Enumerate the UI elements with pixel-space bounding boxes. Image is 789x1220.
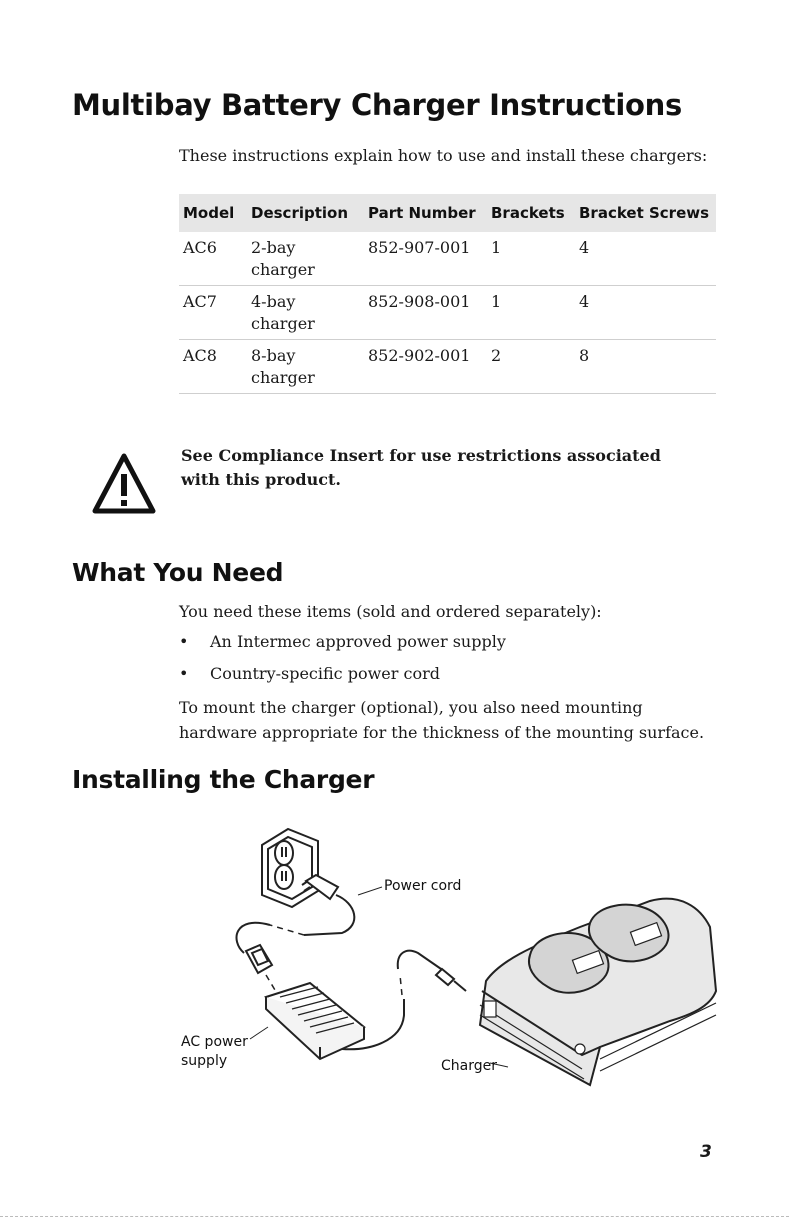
table-header-row xyxy=(179,194,716,232)
header-model: Model xyxy=(179,194,247,232)
page-title: Multibay Battery Charger Instructions xyxy=(72,88,682,122)
cell-description: 8-bay charger xyxy=(247,340,364,394)
warning-icon xyxy=(92,452,156,516)
charger-icon xyxy=(480,899,716,1085)
cell-description: 4-bay charger xyxy=(247,286,364,340)
table-row xyxy=(179,232,716,286)
ac-power-supply-icon xyxy=(266,983,364,1059)
list-item-text: An Intermec approved power supply xyxy=(210,632,506,651)
iec-connector-icon xyxy=(246,945,272,973)
cell-bracket-screws: 4 xyxy=(575,286,716,340)
header-description: Description xyxy=(247,194,364,232)
dc-plug-icon xyxy=(436,969,466,991)
label-ac-power-line1: AC power xyxy=(181,1034,248,1050)
intro-text: These instructions explain how to use and install these chargers: xyxy=(179,146,708,165)
cell-model: AC7 xyxy=(179,286,247,340)
label-power-cord: Power cord xyxy=(384,878,462,894)
label-ac-power-supply xyxy=(181,1033,248,1071)
cell-part-number: 852-902-001 xyxy=(364,340,487,394)
compliance-warning: See Compliance Insert for use restrictions associated with this product. xyxy=(181,446,661,489)
header-brackets: Brackets xyxy=(487,194,575,232)
cell-part-number: 852-908-001 xyxy=(364,286,487,340)
cell-bracket-screws: 8 xyxy=(575,340,716,394)
cell-description: 2-bay charger xyxy=(247,232,364,286)
cell-model: AC8 xyxy=(179,340,247,394)
list-item-text: Country-specific power cord xyxy=(210,664,440,683)
mounting-note: To mount the charger (optional), you also need mounting hardware appropriate for the thickness of the mounting surface. xyxy=(179,698,705,742)
label-ac-power-line2: supply xyxy=(181,1053,228,1069)
what-you-need-heading: What You Need xyxy=(72,558,284,587)
charger-spec-table xyxy=(179,194,716,394)
list-item xyxy=(179,632,506,651)
cell-model: AC6 xyxy=(179,232,247,286)
table-row xyxy=(179,340,716,394)
footer-divider xyxy=(0,1216,789,1217)
header-part-number: Part Number xyxy=(364,194,487,232)
power-cord-line xyxy=(304,895,354,935)
what-you-need-lead: You need these items (sold and ordered separately): xyxy=(179,602,602,621)
cell-brackets: 1 xyxy=(487,286,575,340)
cell-brackets: 2 xyxy=(487,340,575,394)
installing-heading: Installing the Charger xyxy=(72,765,375,794)
header-bracket-screws: Bracket Screws xyxy=(575,194,716,232)
cell-bracket-screws: 4 xyxy=(575,232,716,286)
bullet-marker: • xyxy=(179,664,189,683)
page-number: 3 xyxy=(700,1142,712,1162)
cell-part-number: 852-907-001 xyxy=(364,232,487,286)
cell-brackets: 1 xyxy=(487,232,575,286)
charger-installation-illustration xyxy=(170,815,730,1100)
label-charger: Charger xyxy=(441,1058,497,1074)
wall-outlet-icon xyxy=(262,829,318,907)
list-item xyxy=(179,664,440,683)
table-row xyxy=(179,286,716,340)
bullet-marker: • xyxy=(179,632,189,651)
